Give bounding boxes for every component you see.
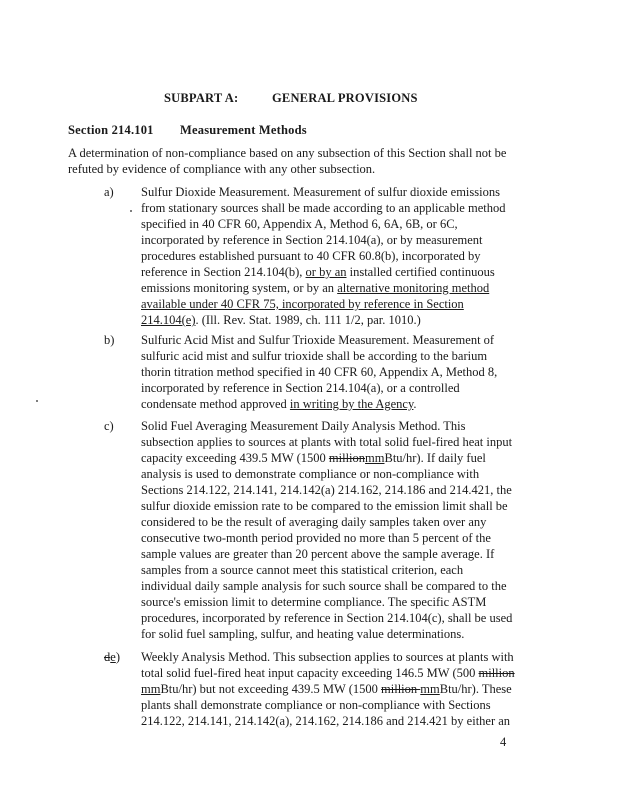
item-d-line: total solid fuel-fired heat input capacity exceeding 146.5 MW (500 million [141,666,515,680]
section-number: Section 214.101 [68,123,154,137]
item-c-line: sample values are greater than 20 percent above the sample average. If [141,547,495,561]
item-c-line: procedures, incorporated by reference in Section 214.104(c), shall be used [141,611,513,625]
item-b-label: b) [104,333,115,347]
item-c-line: Solid Fuel Averaging Measurement Daily Analysis Method. This [141,419,466,433]
item-c-line: analysis is used to demonstrate compliance or non-compliance with [141,467,480,481]
item-b-line: thorin titration method specified in 40 CFR 60, Appendix A, Method 8, [141,365,498,379]
item-a-line: incorporated by reference in Section 214.104(a), or by measurement [141,233,483,247]
item-a-line: available under 40 CFR 75, incorporated by reference in Section [141,297,464,311]
item-b-line: sulfuric acid mist and sulfur trioxide shall be according to the barium [141,349,488,363]
item-a-line: Sulfur Dioxide Measurement. Measurement of sulfur dioxide emissions [141,185,500,199]
scan-speck [36,400,38,402]
item-a-line: reference in Section 214.104(b), or by an installed certified continuous [141,265,495,279]
item-d-line: Weekly Analysis Method. This subsection applies to sources at plants with [141,650,514,664]
item-b-line: condensate method approved in writing by the Agency. [141,397,417,411]
item-c-line: consecutive two-month period provided no more than 5 percent of the [141,531,491,545]
item-d-line: 214.122, 214.141, 214.142(a), 214.162, 214.186 and 214.421 by either an [141,714,511,728]
item-c-line: considered to be the result of averaging daily samples taken over any [141,515,487,529]
item-a-line: specified in 40 CFR 60, Appendix A, Method 6, 6A, 6B, or 6C, [141,217,458,231]
item-c-line: Sections 214.122, 214.141, 214.142(a) 214.162, 214.186 and 214.421, the [141,483,512,497]
item-c-line: samples from a source cannot meet this statistical criterion, each [141,563,464,577]
item-c-line: sulfur dioxide emission rate to be compared to the emission limit shall be [141,499,508,513]
item-a-line: emissions monitoring system, or by an alternative monitoring method [141,281,490,295]
item-a-line: from stationary sources shall be made according to an applicable method [141,201,506,215]
item-c-line: for solid fuel sampling, sulfur, and heating value determinations. [141,627,465,641]
scan-speck [130,210,132,212]
intro-line: refuted by evidence of compliance with any other subsection. [68,162,376,176]
item-d-label: de) [104,650,120,664]
item-a-line: procedures established pursuant to 40 CFR 60.8(b), incorporated by [141,249,481,263]
subpart-label: SUBPART A: [164,91,239,105]
item-c-label: c) [104,419,114,433]
item-c-line: subsection applies to sources at plants with total solid fuel-fired heat input [141,435,513,449]
item-a-label: a) [104,185,114,199]
page-number: 4 [500,735,507,749]
item-c-line: source's emission limit to determine compliance. The specific ASTM [141,595,487,609]
item-b-line: Sulfuric Acid Mist and Sulfur Trioxide Measurement. Measurement of [141,333,495,347]
intro-line: A determination of non-compliance based on any subsection of this Section shall not be [68,146,507,160]
item-c-line: individual daily sample analysis for such source shall be compared to the [141,579,507,593]
item-d-line: plants shall demonstrate compliance or non-compliance with Sections [141,698,491,712]
item-a-line: 214.104(e). (Ill. Rev. Stat. 1989, ch. 111 1/2, par. 1010.) [141,313,421,327]
item-c-line: capacity exceeding 439.5 MW (1500 millionmmBtu/hr). If daily fuel [141,451,486,465]
item-d-line: mmBtu/hr) but not exceeding 439.5 MW (1500 million mmBtu/hr). These [141,682,512,696]
item-b-line: incorporated by reference in Section 214.104(a), or a controlled [141,381,460,395]
section-title: Measurement Methods [180,123,307,137]
subpart-title: GENERAL PROVISIONS [272,91,418,105]
